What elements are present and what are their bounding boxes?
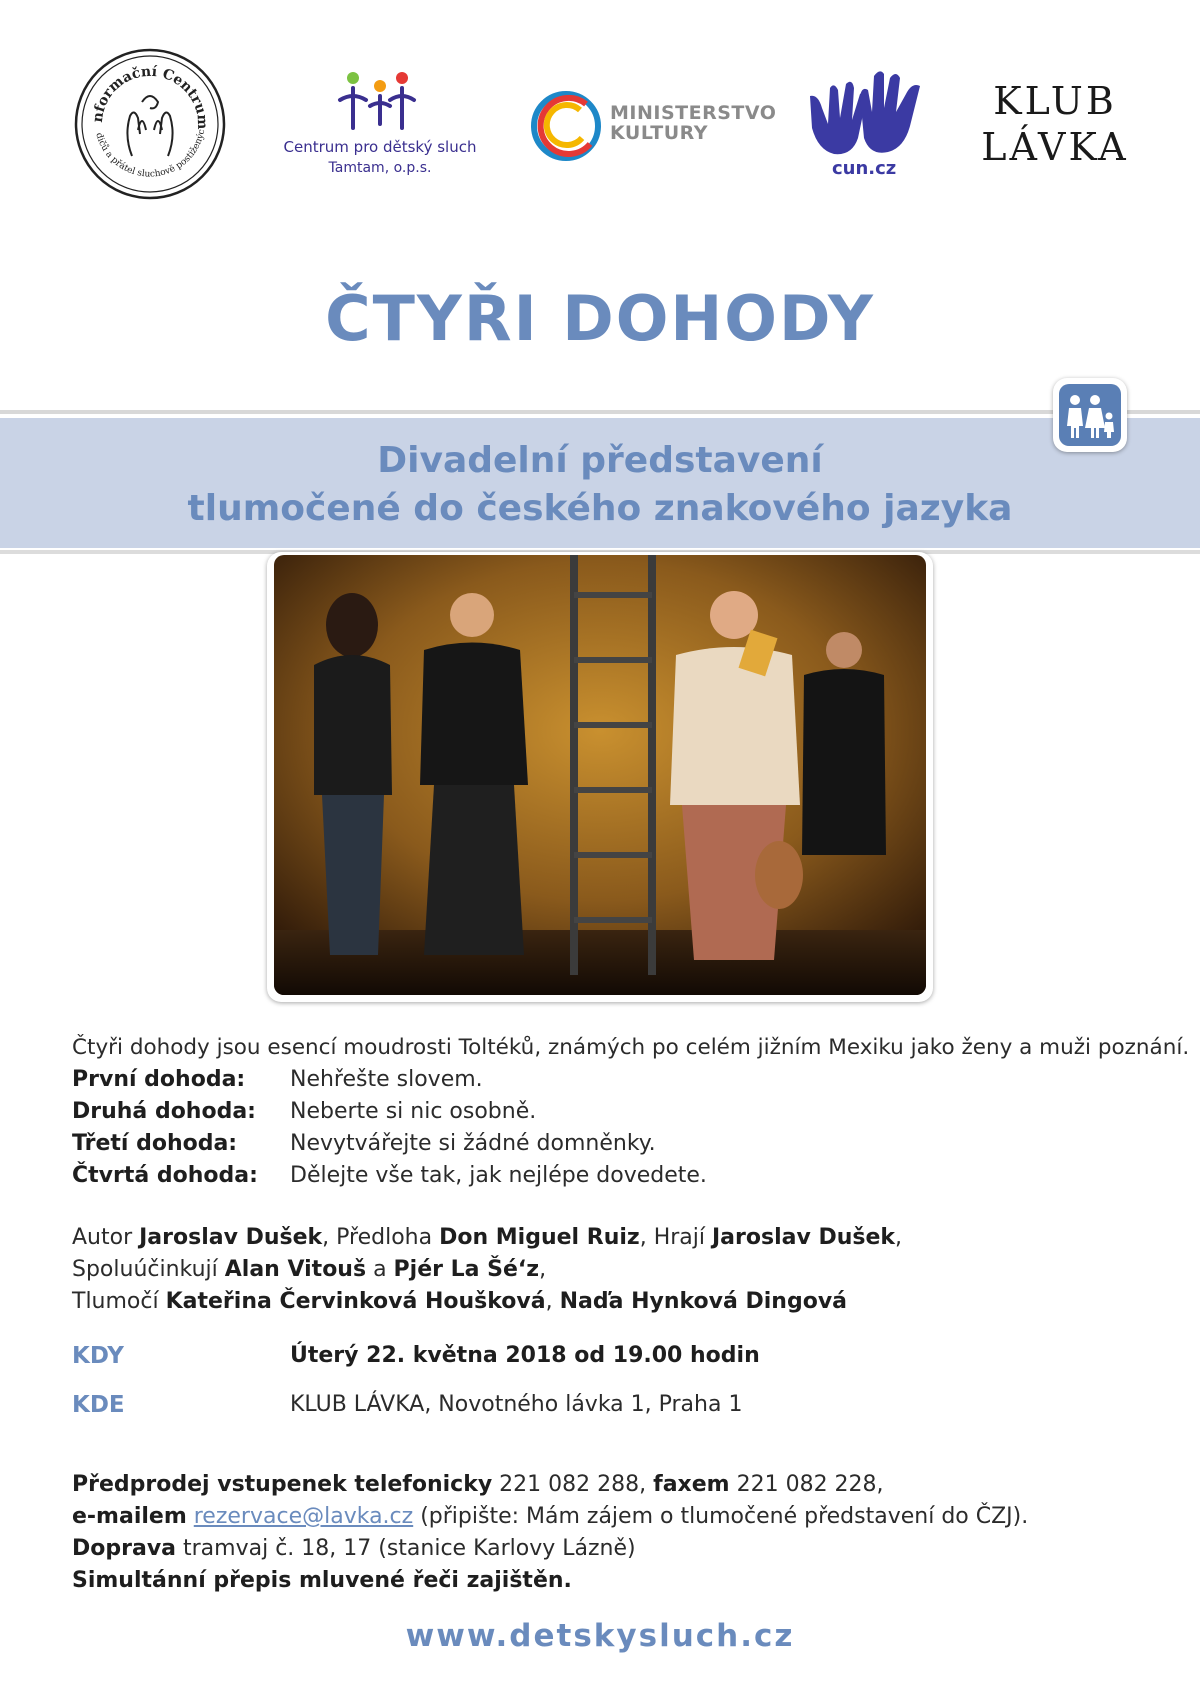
intro-text: Čtyři dohody jsou esencí moudrosti Toltéků, známých po celém jižním Mexiku jako ženy a muži poznání.: [72, 1035, 1190, 1060]
spolu-label: Spoluúčinkují: [72, 1257, 225, 1282]
agreement-2-text: Neberte si nic osobně.: [290, 1099, 537, 1124]
children-figures-icon: [270, 68, 490, 136]
fax-label: faxem: [653, 1472, 730, 1497]
hands-icon: [800, 68, 930, 160]
stage-photo: [274, 555, 926, 995]
presale-phone-line: [72, 1472, 884, 1497]
ministerstvo-kultury-logo: [528, 88, 777, 168]
tamtam-line1: Centrum pro dětský sluch: [283, 138, 477, 156]
subtitle-line1: Divadelní představení: [377, 440, 823, 481]
agreement-1-label: První dohoda:: [72, 1067, 246, 1092]
transport-label: Doprava: [72, 1536, 177, 1561]
comma: ,: [895, 1225, 903, 1250]
where-label: KDE: [72, 1392, 125, 1418]
subtitle-line2: tlumočené do českého znakového jazyka: [187, 488, 1013, 529]
credits-line1: [72, 1225, 902, 1250]
cun-text: cun.cz: [832, 158, 897, 179]
tlumoci-name-2: Naďa Hynková Dingová: [559, 1289, 848, 1314]
informacni-centrum-logo: [72, 46, 228, 202]
and-word: a: [366, 1257, 394, 1282]
autor-label: Autor: [72, 1225, 140, 1250]
family-icon: [1059, 384, 1121, 446]
predloha-name: Don Miguel Ruiz: [439, 1225, 640, 1250]
agreement-4-text: Dělejte vše tak, jak nejlépe dovedete.: [290, 1163, 707, 1188]
website-link[interactable]: www.detskysluch.cz: [405, 1618, 795, 1654]
agreement-1-text: Nehřešte slovem.: [290, 1067, 483, 1092]
mk-circle-icon: [528, 88, 604, 164]
email-label: e-mailem: [72, 1504, 187, 1529]
transcript-note: Simultánní přepis mluvené řeči zajištěn.: [72, 1568, 572, 1593]
comma: ,: [539, 1257, 547, 1282]
email-link[interactable]: rezervace@lavka.cz: [193, 1504, 414, 1529]
credits-line2: [72, 1257, 546, 1282]
separator: ,: [545, 1289, 560, 1314]
tlumoci-name-1: Kateřina Červinková Houšková: [165, 1289, 546, 1314]
phone-label: Předprodej vstupenek telefonicky: [72, 1472, 493, 1497]
agreement-4-label: Čtvrtá dohoda:: [72, 1163, 258, 1188]
spolu-name-2: Pjér La Šé‘z: [393, 1257, 540, 1282]
tamtam-line2: Tamtam, o.p.s.: [328, 160, 432, 176]
hraji-name: Jaroslav Dušek: [712, 1225, 896, 1250]
cun-logo: [800, 68, 930, 186]
transport-line: [72, 1536, 636, 1561]
mk-line1: MINISTERSTVO: [610, 102, 777, 124]
tamtam-logo: [270, 68, 490, 188]
credits-line3: [72, 1289, 847, 1314]
transport-text: tramvaj č. 18, 17 (stanice Karlovy Lázně): [176, 1536, 636, 1561]
lavka-line2: LÁVKA: [981, 125, 1129, 169]
hands-icon: [127, 96, 172, 156]
fax-number: 221 082 228,: [729, 1472, 884, 1497]
mk-line2: KULTURY: [610, 122, 709, 144]
agreement-3-text: Nevytvářejte si žádné domněnky.: [290, 1131, 656, 1156]
family-badge: [1053, 378, 1127, 452]
spolu-name-1: Alan Vitouš: [224, 1257, 367, 1282]
ic-ring-bottom: dičů a přátel sluchově postiženýc: [93, 128, 208, 180]
where-value: KLUB LÁVKA, Novotného lávka 1, Praha 1: [290, 1392, 743, 1417]
lavka-line1: KLUB: [993, 79, 1117, 123]
autor-name: Jaroslav Dušek: [139, 1225, 323, 1250]
when-value: Úterý 22. května 2018 od 19.00 hodin: [290, 1343, 760, 1368]
band-divider-top: [0, 410, 1200, 414]
phone-number: 221 082 288,: [492, 1472, 654, 1497]
hraji-label: , Hrají: [639, 1225, 712, 1250]
predloha-label: , Předloha: [322, 1225, 440, 1250]
page-title: ČTYŘI DOHODY: [325, 282, 875, 355]
presale-email-line: [72, 1504, 1028, 1529]
agreement-2-label: Druhá dohoda:: [72, 1099, 256, 1124]
tlumoci-label: Tlumočí: [72, 1289, 166, 1314]
ic-ring-top: nformační Centrum: [89, 63, 211, 130]
when-label: KDY: [72, 1343, 124, 1369]
email-note: (připište: Mám zájem o tlumočené představení do ČZJ).: [413, 1504, 1029, 1529]
agreement-3-label: Třetí dohoda:: [72, 1131, 238, 1156]
klub-lavka-logo: [975, 78, 1135, 170]
